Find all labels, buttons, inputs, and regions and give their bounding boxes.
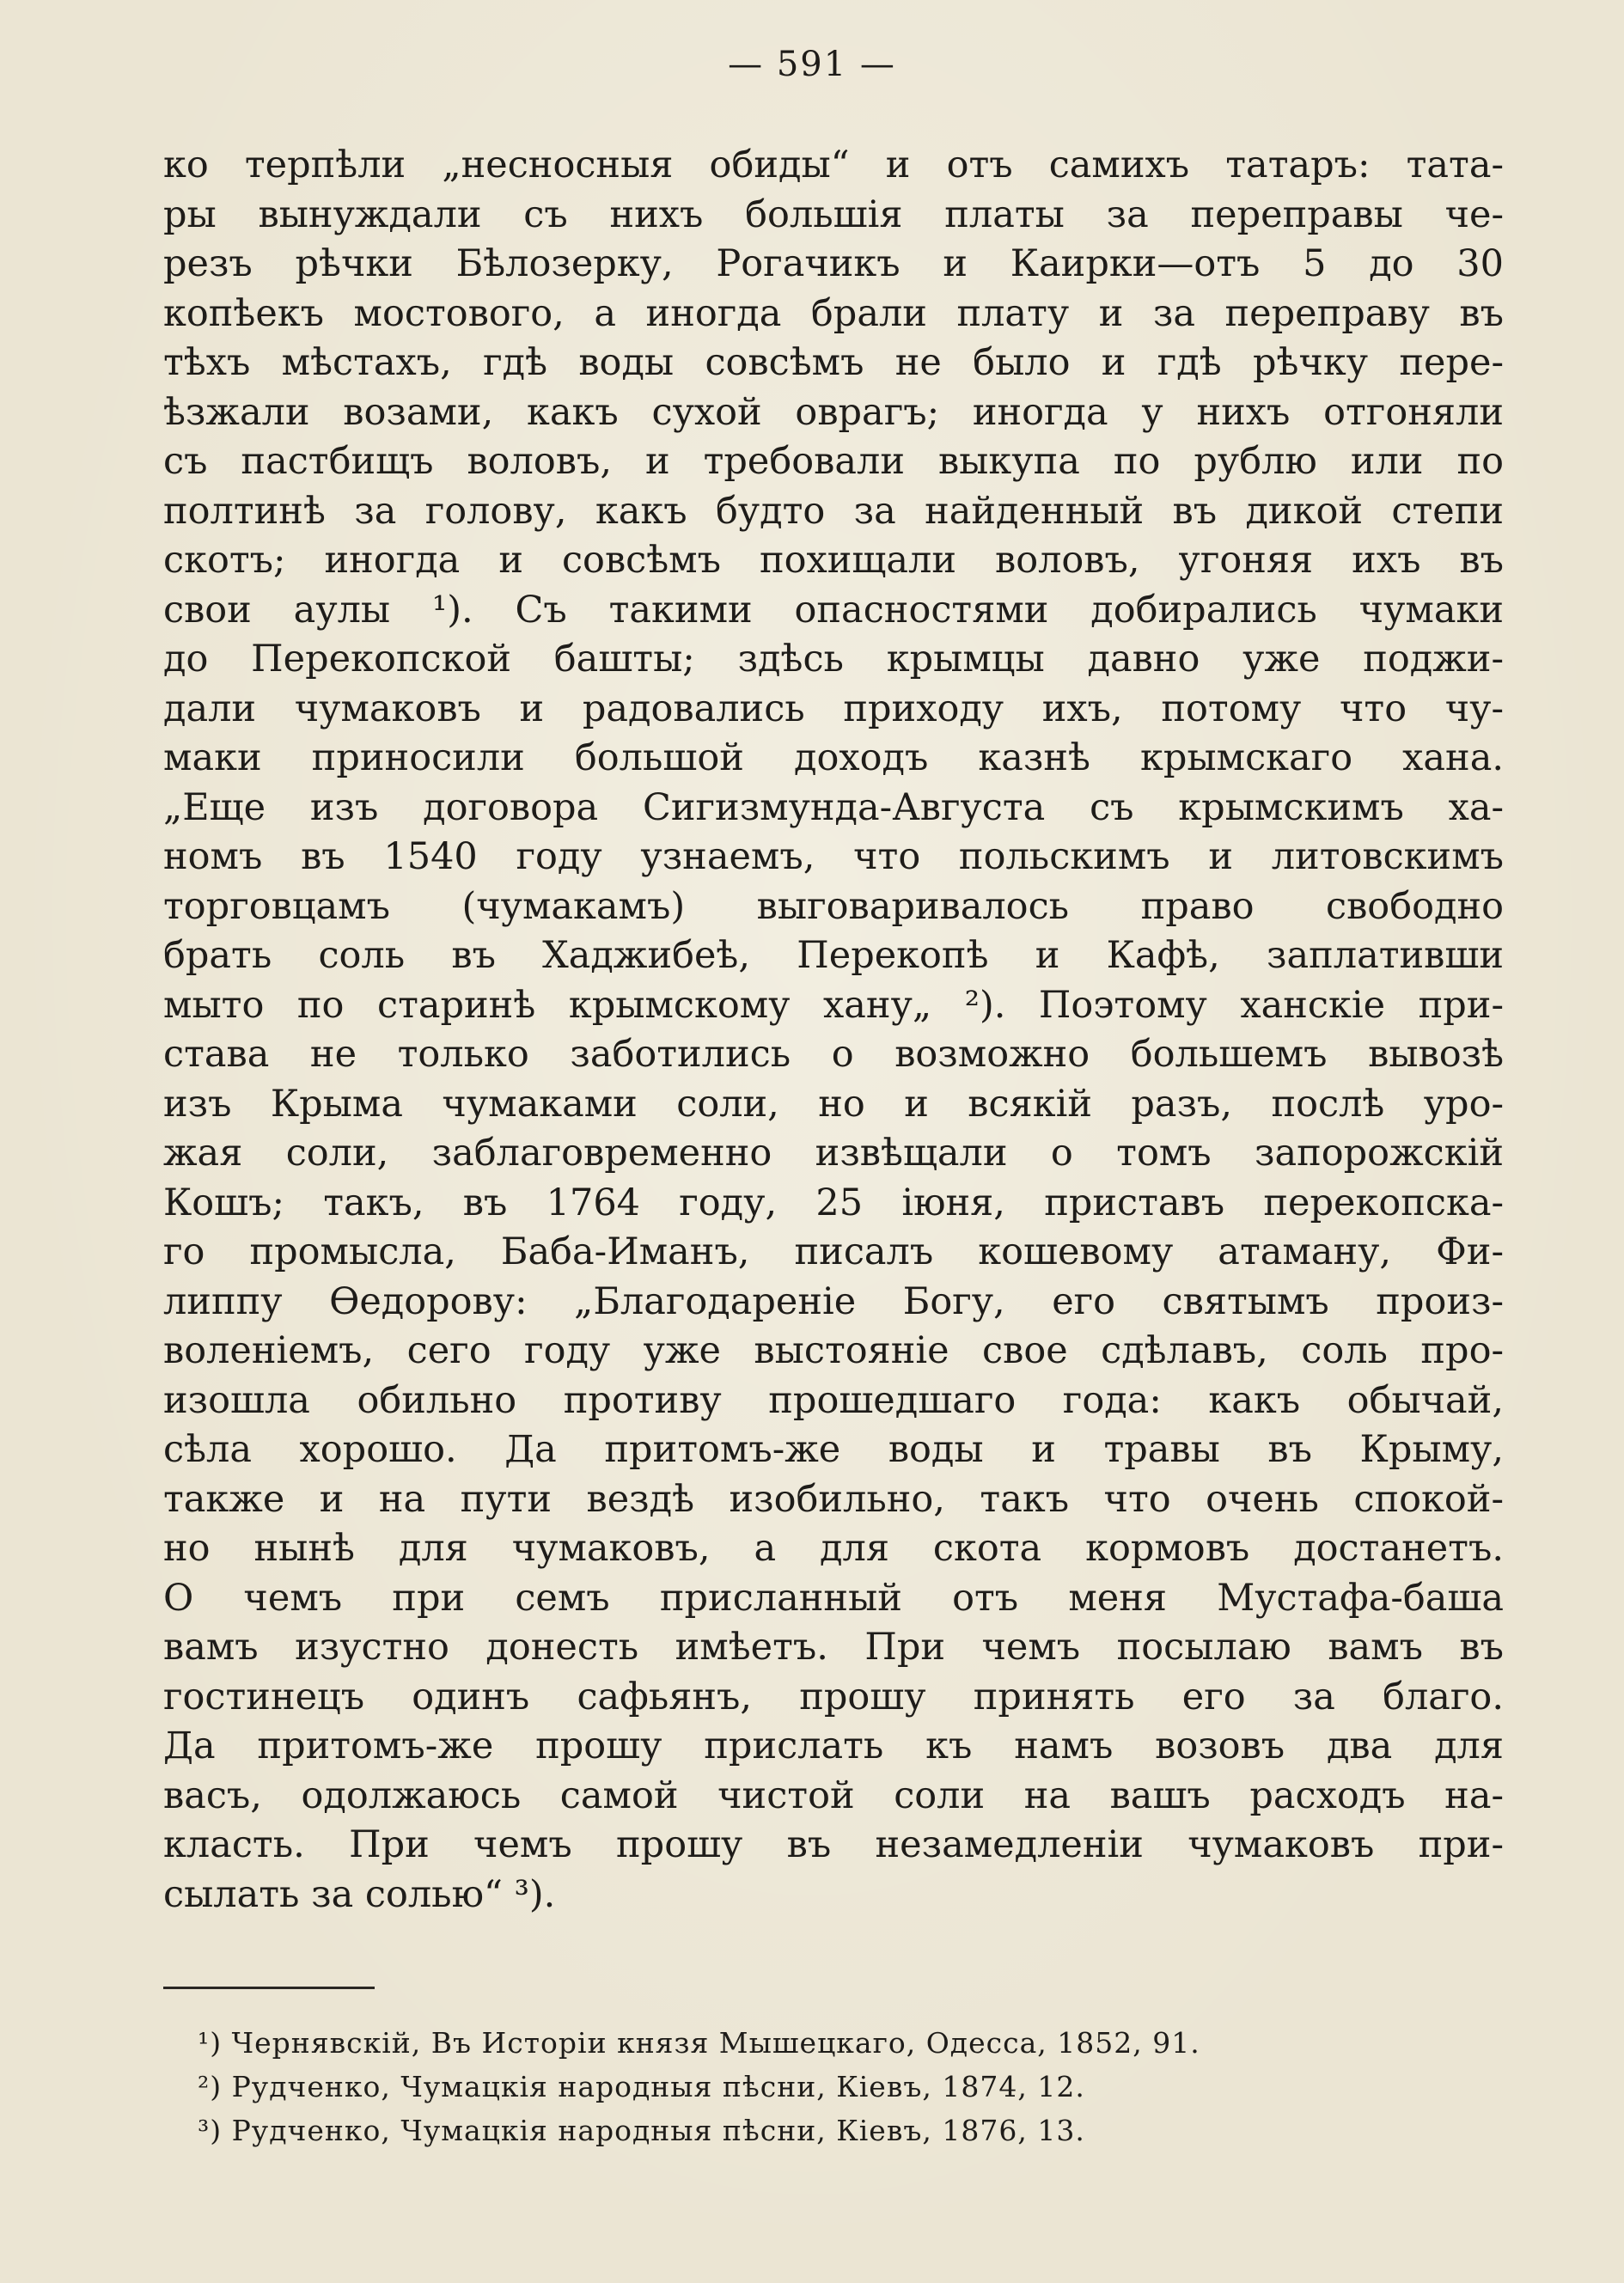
text-line: воленіемъ, сего году уже выстояніе свое сдѣлавъ, соль про- <box>163 1329 1504 1372</box>
text-line: вамъ изустно донесть имѣетъ. При чемъ посылаю вамъ въ <box>163 1626 1504 1669</box>
footnote-2: ²) Рудченко, Чумацкія народныя пѣсни, Кіевъ, 1874, 12. <box>198 2070 1085 2103</box>
footnote-3: ³) Рудченко, Чумацкія народныя пѣсни, Кіевъ, 1876, 13. <box>198 2114 1085 2147</box>
footnotes <box>198 2021 1401 2152</box>
text-line: тѣхъ мѣстахъ, гдѣ воды совсѣмъ не было и гдѣ рѣчку пере- <box>163 341 1504 384</box>
text-line: дали чумаковъ и радовались приходу ихъ, потому что чу- <box>163 687 1504 730</box>
text-line: сѣла хорошо. Да притомъ-же воды и травы въ Крыму, <box>163 1428 1504 1471</box>
footnote-1: ¹) Чернявскій, Въ Исторіи князя Мышецкаго, Одесса, 1852, 91. <box>198 2026 1200 2060</box>
text-line: гостинецъ одинъ сафьянъ, прошу принять его за благо. <box>163 1675 1504 1718</box>
text-line: номъ въ 1540 году узнаемъ, что польскимъ и литовскимъ <box>163 835 1504 878</box>
text-line: изошла обильно противу прошедшаго года: какъ обычай, <box>163 1378 1504 1422</box>
text-line: Кошъ; такъ, въ 1764 году, 25 іюня, приставъ перекопска- <box>163 1181 1504 1224</box>
text-line: копѣекъ мостового, а иногда брали плату и за переправу въ <box>163 291 1504 335</box>
text-line: ко терпѣли „несносныя обиды“ и отъ самихъ татаръ: тата- <box>163 143 1504 186</box>
text-line: Да притомъ-же прошу прислать къ намъ возовъ два для <box>163 1724 1504 1767</box>
text-line: скотъ; иногда и совсѣмъ похищали воловъ, угоняя ихъ въ <box>163 539 1504 582</box>
text-line: торговцамъ (чумакамъ) выговаривалось право свободно <box>163 884 1504 928</box>
text-line: ры вынуждали съ нихъ большія платы за переправы че- <box>163 192 1504 236</box>
text-line: жая соли, заблаговременно извѣщали о томъ запорожскій <box>163 1132 1504 1175</box>
text-line: липпу Ѳедорову: „Благодареніе Богу, его святымъ произ- <box>163 1279 1504 1323</box>
text-line: брать соль въ Хаджибеѣ, Перекопѣ и Кафѣ, заплативши <box>163 934 1504 977</box>
text-line: „Еще изъ договора Сигизмунда-Августа съ крымскимъ ха- <box>163 785 1504 829</box>
text-line: става не только заботились о возможно большемъ вывозѣ <box>163 1033 1504 1076</box>
text-line: полтинѣ за голову, какъ будто за найденный въ дикой степи <box>163 489 1504 533</box>
text-line: васъ, одолжаюсь самой чистой соли на вашъ расходъ на- <box>163 1773 1504 1817</box>
text-line: свои аулы ¹). Съ такими опасностями добирались чумаки <box>163 588 1504 632</box>
text-line: съ пастбищъ воловъ, и требовали выкупа по рублю или по <box>163 440 1504 483</box>
page-number: — 591 — <box>728 45 896 84</box>
text-line: резъ рѣчки Бѣлозерку, Рогачикъ и Каирки—отъ 5 до 30 <box>163 242 1504 285</box>
main-text <box>163 141 1504 1920</box>
text-line: также и на пути вездѣ изобильно, такъ что очень спокой- <box>163 1477 1504 1521</box>
text-line: ѣзжали возами, какъ сухой оврагъ; иногда у нихъ отгоняли <box>163 390 1504 434</box>
text-line: маки приносили большой доходъ казнѣ крымскаго хана. <box>163 736 1504 779</box>
text-line: но нынѣ для чумаковъ, а для скота кормовъ достанетъ. <box>163 1527 1504 1570</box>
text-line: О чемъ при семъ присланный отъ меня Мустафа-баша <box>163 1576 1504 1620</box>
text-line-last: сылать за солью“ ³). <box>163 1872 556 1916</box>
text-line: класть. При чемъ прошу въ незамедленіи чумаковъ при- <box>163 1823 1504 1866</box>
text-line: го промысла, Баба-Иманъ, писалъ кошевому атаману, Фи- <box>163 1230 1504 1273</box>
footnote-divider <box>163 1987 375 1989</box>
text-line: до Перекопской башты; здѣсь крымцы давно уже поджи- <box>163 638 1504 681</box>
text-line: мыто по старинѣ крымскому хану„ ²). Поэтому ханскіе при- <box>163 983 1504 1027</box>
text-line: изъ Крыма чумаками соли, но и всякій разъ, послѣ уро- <box>163 1082 1504 1126</box>
